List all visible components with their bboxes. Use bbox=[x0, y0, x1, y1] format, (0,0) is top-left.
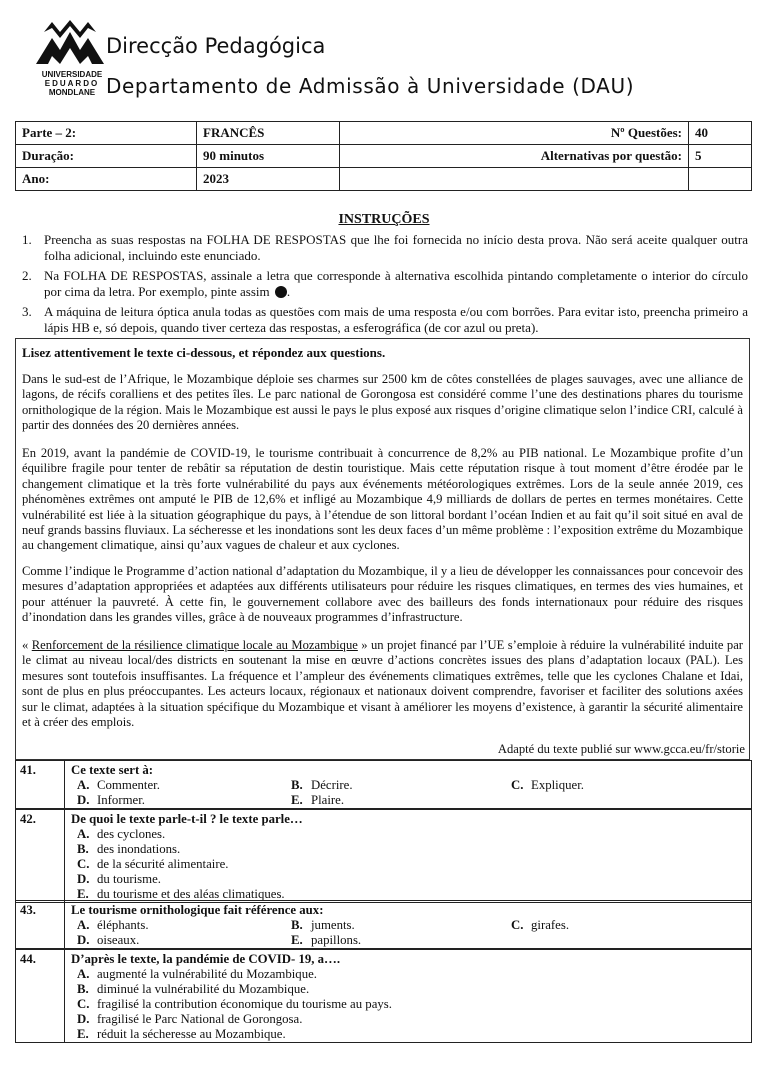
option-b: B. diminué la vulnérabilité du Mozambique. bbox=[77, 982, 310, 996]
questoes-value: 40 bbox=[689, 122, 752, 145]
options-row bbox=[65, 918, 751, 933]
question-number: 42. bbox=[16, 810, 65, 903]
quote-open: « bbox=[22, 638, 32, 652]
paragraph-2: En 2019, avant la pandémie de COVID-19, le tourisme contribuait à concurrence de 8,2% au PIB national. Le Mozambique profite d’un équilibre fragile pour tenter de rebâtir sa réputation de destin touristique. Mais cette réputation risque à tout moment d’être érodée par le changement climatique et la très forte vulnérabilité du pays aux événements météorologiques extrêmes. Lors de la seule année 2019, ces phénomènes extrêmes ont amputé le PIB de 12,6% et infligé au Mozambique 4,9 milliards de dollars de pertes en termes monétaires. Cette vulnérabilité est liée à la situation géographique du pays, à l’étendue de son littoral bordant l’océan Indien et au fait qu’il soit situé en aval de neuf grands bassins fluviaux. La sécheresse et les inondations sont les deux faces d’un même problème : l’exposition extrême du Mozambique au changement climatique, ainsi qu’aux vagues de chaleur et aux cyclones. bbox=[22, 446, 743, 553]
instruction-number: 3. bbox=[22, 304, 32, 319]
option-c: C. girafes. bbox=[511, 918, 570, 932]
option-text: fragilisé la contribution économique du tourisme au pays. bbox=[97, 997, 392, 1011]
option-e: E. Plaire. bbox=[291, 793, 345, 807]
option-text: réduit la sécheresse au Mozambique. bbox=[97, 1027, 286, 1041]
option-a: A. augmenté la vulnérabilité du Mozambique. bbox=[77, 967, 317, 981]
option-text: oiseaux. bbox=[97, 933, 140, 947]
instructions-title: INSTRUÇÕES bbox=[338, 212, 430, 227]
option-b: B. juments. bbox=[291, 918, 355, 932]
project-title: Renforcement de la résilience climatique locale au Mozambique bbox=[31, 638, 358, 652]
option-e: E. du tourisme et des aléas climatiques. bbox=[77, 887, 285, 901]
option-text: des cyclones. bbox=[97, 827, 166, 841]
option-text: fragilisé le Parc National de Gorongosa. bbox=[97, 1012, 303, 1026]
option-c: C. fragilisé la contribution économique du tourisme au pays. bbox=[77, 997, 392, 1011]
page-title: Direcção Pedagógica bbox=[106, 34, 326, 58]
instruction-text: Na FOLHA DE RESPOSTAS, assinale a letra que corresponde à alternativa escolhida pintando completamente o interior do círculo por cima da letra. Por exemplo, pinte assim bbox=[44, 268, 748, 299]
option-text: augmenté la vulnérabilité du Mozambique. bbox=[97, 967, 317, 981]
option-text: diminué la vulnérabilité du Mozambique. bbox=[97, 982, 310, 996]
option-text: éléphants. bbox=[97, 918, 149, 932]
duracao-value: 90 minutos bbox=[197, 145, 340, 168]
empty-cell bbox=[689, 168, 752, 191]
parte-value: FRANCÊS bbox=[197, 122, 340, 145]
options-list bbox=[65, 827, 751, 902]
option-text: du tourisme. bbox=[97, 872, 161, 886]
option-text: juments. bbox=[311, 918, 355, 932]
option-c: C. Expliquer. bbox=[511, 778, 584, 792]
question-42 bbox=[15, 809, 752, 903]
question-41 bbox=[15, 760, 752, 809]
questoes-label: Nº Questões: bbox=[340, 122, 689, 145]
question-body bbox=[65, 901, 752, 949]
instruction-item bbox=[22, 304, 748, 336]
option-d: D. fragilisé le Parc National de Gorongosa. bbox=[77, 1012, 303, 1026]
option-e: E. réduit la sécheresse au Mozambique. bbox=[77, 1027, 286, 1041]
option-a: A. Commenter. bbox=[77, 778, 160, 792]
instruction-item bbox=[22, 268, 748, 300]
reading-heading: Lisez attentivement le texte ci-dessous, et répondez aux questions. bbox=[22, 345, 386, 360]
option-d: D. Informer. bbox=[77, 793, 145, 807]
duracao-label: Duração: bbox=[16, 145, 197, 168]
question-43 bbox=[15, 900, 752, 949]
paragraph-4 bbox=[22, 638, 743, 730]
document-header bbox=[22, 18, 742, 113]
instruction-text: Preencha as suas respostas na FOLHA DE RESPOSTAS que lhe foi fornecida no início desta prova. Não será aceite qualquer outra folha adicional, incluindo este enunciado. bbox=[44, 232, 748, 263]
option-text: des inondations. bbox=[97, 842, 181, 856]
option-text: Informer. bbox=[97, 793, 145, 807]
question-44 bbox=[15, 949, 752, 1043]
option-text: girafes. bbox=[531, 918, 570, 932]
option-text: Commenter. bbox=[97, 778, 160, 792]
empty-cell bbox=[340, 168, 689, 191]
logo-line-3: MONDLANE bbox=[48, 88, 96, 97]
alternativas-value: 5 bbox=[689, 145, 752, 168]
ano-label: Ano: bbox=[16, 168, 197, 191]
question-text: Ce texte sert à: bbox=[71, 763, 154, 777]
alternativas-label: Alternativas por questão: bbox=[340, 145, 689, 168]
question-body bbox=[65, 761, 752, 809]
ano-value: 2023 bbox=[197, 168, 340, 191]
option-text: de la sécurité alimentaire. bbox=[97, 857, 229, 871]
question-text: Le tourisme ornithologique fait référence aux: bbox=[71, 903, 324, 917]
university-logo-icon bbox=[30, 18, 120, 113]
question-body bbox=[65, 810, 752, 903]
parte-label: Parte – 2: bbox=[16, 122, 197, 145]
paragraph-3: Comme l’indique le Programme d’action national d’adaptation du Mozambique, il y a lieu de développer les connaissances pour concevoir des mesures d’adaptation appropriées et adaptées aux différents utilisateurs pour réduire les risques climatiques, en termes des vies humaines, et pour atténuer la pauvreté. À cette fin, le gouvernement collabore avec des bailleurs des fonds internationaux pour réduire des risques d’inondation dans les grandes villes, grâce à de nouveaux programmes d’infrastructure. bbox=[22, 564, 743, 625]
instruction-text: A máquina de leitura óptica anula todas as questões com mais de uma resposta e/ou com borrões. Para evitar isto, preencha primeiro a lápis HB e, só depois, quando tiver certeza das respostas, a esferográfica (de cor azul ou preta). bbox=[44, 304, 748, 335]
option-b: B. Décrire. bbox=[291, 778, 353, 792]
paragraph-4-rest: » un projet financé par l’UE s’emploie à réduire la vulnérabilité induite par le climat au niveau local/des districts en soutenant la mise en œuvre d’actions concrètes issues des plans d’adaptation locaux (PAL). Les mesures sont toutefois insuffisantes. La fréquence et l’ampleur des événements climatiques extrêmes, telle que les cyclones Chalane et Idai, sont de plus en plus préoccupantes. Les acteurs locaux, régionaux et nationaux doivent comprendre, favoriser et faciliter des solutions axées sur le climat, adaptées à la situation spécifique du Mozambique et visant à améliorer les moyens d’existence, à garantir la sécurité alimentaire et à créer des emplois. bbox=[22, 638, 743, 730]
option-e: E. papillons. bbox=[291, 933, 362, 947]
source-note: Adapté du texte publié sur www.gcca.eu/fr/storie bbox=[497, 742, 745, 756]
option-a: A. éléphants. bbox=[77, 918, 149, 932]
instruction-number: 2. bbox=[22, 268, 32, 283]
option-text: papillons. bbox=[311, 933, 362, 947]
instructions-list bbox=[22, 232, 748, 340]
reading-text-box bbox=[15, 338, 750, 760]
page-subtitle: Departamento de Admissão à Universidade (DAU) bbox=[106, 74, 635, 98]
option-d: D. du tourisme. bbox=[77, 872, 161, 886]
instruction-item bbox=[22, 232, 748, 264]
filled-circle-icon bbox=[275, 286, 287, 298]
question-number: 41. bbox=[16, 761, 65, 809]
logo-line-2: EDUARDO bbox=[44, 79, 100, 88]
option-text: Décrire. bbox=[311, 778, 353, 792]
options-row bbox=[65, 778, 751, 793]
question-body bbox=[65, 950, 752, 1043]
question-number: 44. bbox=[16, 950, 65, 1043]
option-d: D. oiseaux. bbox=[77, 933, 140, 947]
option-text: Expliquer. bbox=[531, 778, 584, 792]
options-list bbox=[65, 967, 751, 1042]
option-b: B. des inondations. bbox=[77, 842, 181, 856]
option-text: Plaire. bbox=[311, 793, 345, 807]
option-text: du tourisme et des aléas climatiques. bbox=[97, 887, 285, 901]
options-row bbox=[65, 793, 751, 808]
options-row bbox=[65, 933, 751, 948]
paragraph-1: Dans le sud-est de l’Afrique, le Mozambique déploie ses charmes sur 2500 km de côtes constellées de plages sauvages, avec une alliance de lagons, de récifs coralliens et des petites îles. Le parc national de Gorongosa est considéré comme l’une des destinations phares du tourisme ornithologique de la région. Mais le Mozambique est aussi le pays le plus exposé aux risques d’origine climatique selon l’indice CRI, calculé à partir des données des 20 dernières années. bbox=[22, 372, 743, 433]
instruction-number: 1. bbox=[22, 232, 32, 247]
question-text: D’après le texte, la pandémie de COVID- 19, a…. bbox=[71, 952, 341, 966]
question-number: 43. bbox=[16, 901, 65, 949]
instruction-text-wrap: Na FOLHA DE RESPOSTAS, assinale a letra que corresponde à alternativa escolhida pintando completamente o interior do círculo por cima da letra. Por exemplo, pinte assim . bbox=[44, 268, 748, 299]
option-c: C. de la sécurité alimentaire. bbox=[77, 857, 229, 871]
logo-line-1: UNIVERSIDADE bbox=[41, 70, 103, 79]
exam-info-table bbox=[15, 121, 752, 191]
question-text: De quoi le texte parle-t-il ? le texte parle… bbox=[71, 812, 303, 826]
option-a: A. des cyclones. bbox=[77, 827, 166, 841]
